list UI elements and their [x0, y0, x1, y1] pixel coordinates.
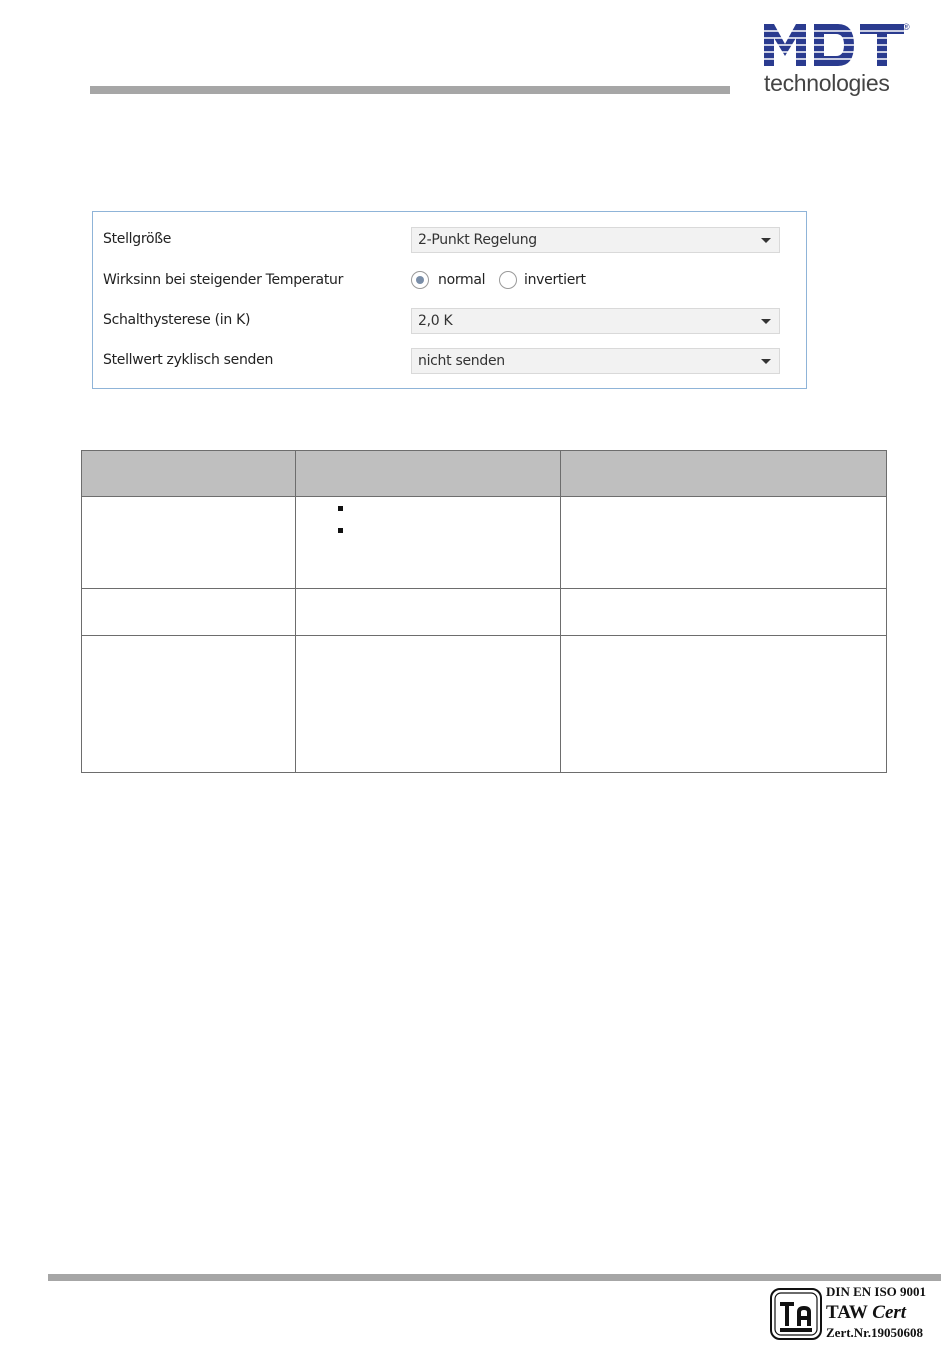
setting-row-zyklisch: [103, 348, 793, 376]
dropdown-value: 2,0 K: [418, 313, 453, 329]
logo-subtitle: technologies: [764, 70, 890, 96]
table-cell: [296, 636, 561, 773]
cert-taw-text: [826, 1302, 906, 1324]
table-cell: [82, 589, 296, 636]
mdt-logo: [762, 22, 912, 102]
settings-panel: [92, 211, 807, 389]
parameter-table: [81, 450, 887, 773]
table-cell: [561, 636, 887, 773]
table-row: [82, 636, 887, 773]
radio-label-invertiert: invertiert: [524, 272, 586, 288]
setting-row-schalthysterese: [103, 308, 793, 336]
table-cell: [296, 589, 561, 636]
radio-normal[interactable]: [411, 271, 429, 289]
dropdown-value: nicht senden: [418, 353, 505, 369]
zyklisch-dropdown[interactable]: [411, 348, 780, 374]
setting-label: Schalthysterese (in K): [103, 312, 251, 328]
cert-cert-word: Cert: [872, 1302, 907, 1323]
table-cell: [296, 497, 561, 589]
header-cell-description: [561, 451, 887, 497]
table-cell: [561, 589, 887, 636]
radio-invertiert[interactable]: [499, 271, 517, 289]
registered-mark: ®: [903, 22, 910, 32]
table-row: [82, 497, 887, 589]
footer-rule: [48, 1274, 941, 1281]
chevron-down-icon: [761, 359, 771, 364]
mdt-logo-mark: [764, 22, 904, 70]
list-item: [296, 523, 560, 545]
table-header-row: [82, 451, 887, 497]
taw-cert-logo-icon: [770, 1288, 822, 1340]
cert-taw-word: TAW: [826, 1302, 868, 1323]
cert-iso-text: DIN EN ISO 9001: [826, 1284, 927, 1299]
chevron-down-icon: [761, 319, 771, 324]
list-item: [296, 501, 560, 523]
header-cell-parameter: [82, 451, 296, 497]
table-cell: [82, 497, 296, 589]
setting-row-stellgroesse: [103, 227, 793, 255]
header-cell-settings: [296, 451, 561, 497]
schalthysterese-dropdown[interactable]: [411, 308, 780, 334]
chevron-down-icon: [761, 238, 771, 243]
radio-label-normal: normal: [438, 272, 486, 288]
setting-row-wirksinn: [103, 268, 793, 296]
setting-label: Wirksinn bei steigender Temperatur: [103, 272, 344, 288]
header-rule: [90, 86, 730, 94]
bullet-list: [296, 501, 560, 545]
stellgroesse-dropdown[interactable]: [411, 227, 780, 253]
table-cell: [561, 497, 887, 589]
setting-label: Stellwert zyklisch senden: [103, 352, 274, 368]
cert-number-text: Zert.Nr.19050608: [826, 1325, 924, 1340]
table-row: [82, 589, 887, 636]
setting-label: Stellgröße: [103, 231, 172, 247]
table-cell: [82, 636, 296, 773]
certification-badge: [770, 1284, 940, 1344]
dropdown-value: 2-Punkt Regelung: [418, 232, 537, 248]
